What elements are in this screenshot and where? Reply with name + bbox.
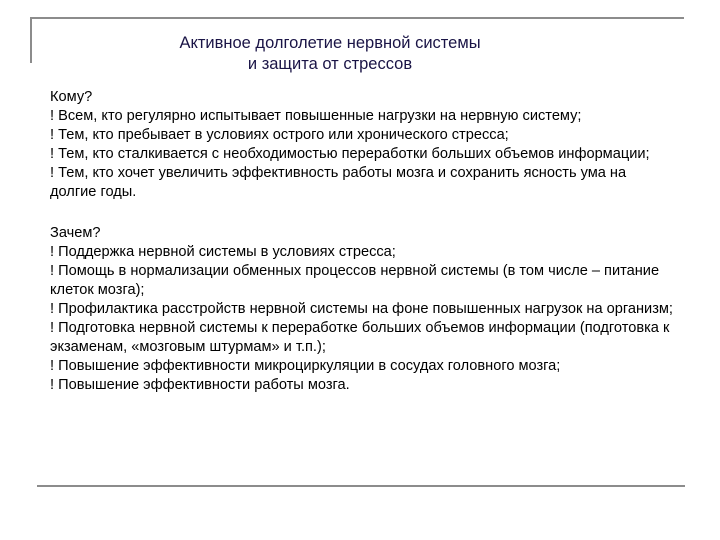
why-item: ! Помощь в нормализации обменных процессов нервной системы (в том числе – питание клеток мозга); [50, 263, 660, 298]
why-item: ! Повышение эффективности микроциркуляции в сосудах головного мозга; [50, 358, 561, 374]
who-heading: Кому? [50, 89, 93, 105]
frame-bottom-line [37, 485, 685, 487]
frame-left-line [30, 17, 32, 63]
slide-title [130, 33, 530, 75]
why-item: ! Поддержка нервной системы в условиях стресса; [50, 244, 396, 260]
why-heading: Зачем? [50, 225, 101, 241]
frame-top-line [30, 17, 684, 19]
why-item: ! Профилактика расстройств нервной системы на фоне повышенных нагрузок на организм; [50, 301, 673, 317]
title-line-1: Активное долголетие нервной системы [179, 34, 481, 52]
who-item: ! Всем, кто регулярно испытывает повышенные нагрузки на нервную систему; [50, 108, 582, 124]
why-item: ! Повышение эффективности работы мозга. [50, 377, 350, 393]
who-item: ! Тем, кто пребывает в условиях острого или хронического стресса; [50, 127, 509, 143]
slide-content [50, 88, 675, 395]
title-line-2: и защита от стрессов [247, 55, 413, 73]
why-item: ! Подготовка нервной системы к переработке больших объемов информации (подготовка к экзаменам, «мозговым штурмам» и т.п.); [50, 320, 670, 355]
section-spacer [50, 202, 675, 224]
who-item: ! Тем, кто сталкивается с необходимостью переработки больших объемов информации; [50, 146, 650, 162]
who-item: ! Тем, кто хочет увеличить эффективность работы мозга и сохранить ясность ума на долгие годы. [50, 165, 627, 200]
